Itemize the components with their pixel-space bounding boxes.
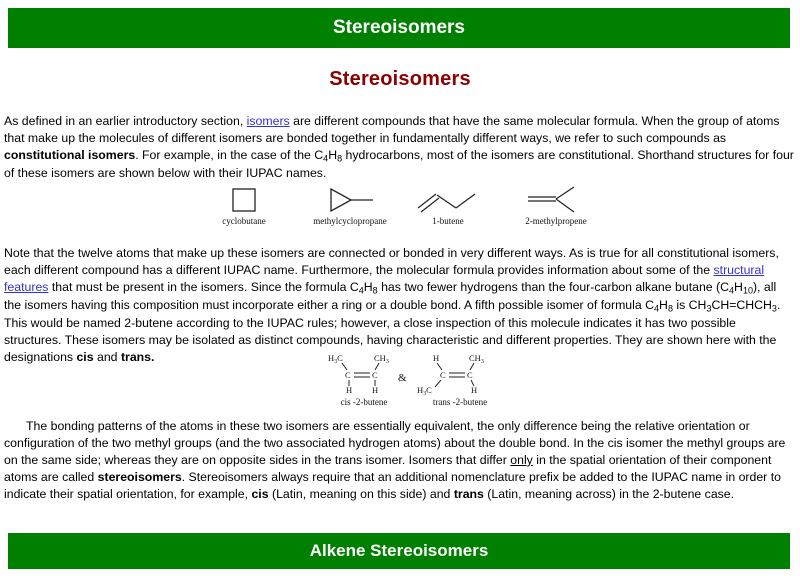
structural-features-link[interactable]: structural features <box>4 262 765 294</box>
p3-text-4: (Latin, meaning on this side) and <box>268 486 454 501</box>
bottom-banner <box>8 533 790 569</box>
p2-text-1: Note that the twelve atoms that make up these isomers are connected or bonded in very different ways. As is true for all constitutional isomers, each different compound has a different IUPAC name. Furthermore, the molecular formula provides information about some of the <box>4 246 779 277</box>
p2-sub-4: 10 <box>742 285 753 296</box>
2-methylpropene-label: 2-methylpropene <box>525 216 587 226</box>
p2-text-7: H <box>659 297 668 312</box>
p1-text-1: As defined in an earlier introductory section, <box>4 114 247 128</box>
p1-sub-2: 8 <box>337 153 343 164</box>
structure-1-butene <box>408 186 488 226</box>
p3-bold-stereoisomers: stereoisomers <box>97 469 182 484</box>
2-methylpropene-drawing <box>504 186 608 216</box>
page-title-text: Stereoisomers <box>329 68 471 90</box>
structure-cis-2-butene <box>322 350 406 407</box>
cis-top-right-group: $CH_3$ <box>374 353 389 365</box>
structure-methylcyclopropane <box>294 186 406 226</box>
p3-text-5: (Latin, meaning across) in the 2-butene case. <box>483 486 735 501</box>
page-title <box>0 68 800 91</box>
trans-bottom-left-group: $H_3C$ <box>417 385 432 396</box>
paragraph-stereoisomer-definition <box>4 418 796 503</box>
top-banner <box>8 8 790 48</box>
p2-sub-5: 4 <box>654 303 660 314</box>
methylcyclopropane-label: methylcyclopropane <box>313 216 387 226</box>
trans-top-left-hydrogen: H <box>433 353 440 363</box>
p2-sub-2: 8 <box>372 285 378 296</box>
p2-text-8: is CH <box>672 297 707 312</box>
cis-bottom-right-hydrogen: H <box>372 385 379 395</box>
p2-sub-3: 4 <box>729 285 735 296</box>
isomers-link[interactable]: isomers <box>246 114 290 128</box>
structure-2-methylpropene <box>504 186 608 226</box>
p2-sub-7: 3 <box>706 303 712 314</box>
1-butene-label: 1-butene <box>432 216 464 226</box>
p2-text-11: and <box>93 349 121 364</box>
trans-bottom-right-hydrogen: H <box>471 385 478 395</box>
p1-bold-constitutional-isomers: constitutional isomers <box>4 147 136 162</box>
ampersand-separator: & <box>398 372 407 384</box>
methylcyclopropane-drawing <box>294 186 406 216</box>
p3-underline-only: only <box>510 452 533 467</box>
cis-2-butene-label: cis -2-butene <box>340 397 388 407</box>
structure-trans-2-butene <box>415 350 505 407</box>
p1-text-4: H <box>328 147 338 162</box>
paragraph-formula-discussion <box>4 245 796 366</box>
p3-bold-trans: trans <box>453 486 484 501</box>
p3-text-2: in the spatial orientation of their component atoms are called <box>4 452 772 484</box>
p2-text-10: . This would be named 2-butene according to the IUPAC rules; however, a close inspection of this molecule indicates it has two possible structures. These isomers may be isolated as distinct compounds, having characteristic and different properties. They are shown here with the designations <box>4 297 781 364</box>
p3-text-3: . Stereoisomers always require that an additional nomenclature prefix be added to the IUPAC name in order to indicate their spatial orientation, for example, <box>4 469 781 501</box>
trans-right-carbon: C <box>467 370 473 380</box>
structure-row-cis-trans-butene <box>0 350 800 410</box>
p2-text-6: ), all the isomers having this composition must incorporate either a ring or a double bond. A fifth possible isomer of formula C <box>4 279 777 312</box>
p2-sub-1: 4 <box>358 285 364 296</box>
cis-left-carbon: C <box>345 370 351 380</box>
cis-right-carbon: C <box>372 370 378 380</box>
cis-bottom-left-hydrogen: H <box>346 385 353 395</box>
p2-text-5: H <box>734 279 743 294</box>
p2-sub-6: 8 <box>667 303 673 314</box>
p2-bold-trans: trans. <box>120 349 155 364</box>
p1-text-5: hydrocarbons, most of the isomers are constitutional. Shorthand structures for four of these isomers are shown below with their IUPAC names. <box>4 147 794 180</box>
p2-text-3: H <box>363 279 373 294</box>
top-banner-title: Stereoisomers <box>332 17 465 38</box>
p1-text-3: . For example, in the case of the C <box>135 147 324 162</box>
cis-top-left-group: $H_3C$ <box>328 353 343 365</box>
paragraph-intro <box>4 113 796 182</box>
cyclobutane-drawing <box>206 186 282 216</box>
structure-cyclobutane <box>206 186 282 226</box>
p2-text-9: CH=CHCH <box>711 297 772 312</box>
p2-text-2: that must be present in the isomers. Since the formula C <box>48 279 359 294</box>
p2-text-4: has two fewer hydrogens than the four-carbon alkane butane (C <box>377 279 730 294</box>
p2-bold-cis: cis <box>76 349 94 364</box>
trans-top-right-group: $CH_3$ <box>469 353 484 365</box>
p3-text-1: The bonding patterns of the atoms in these two isomers are essentially equivalent, the only difference being the relative orientation or configuration of the two methyl groups (and the two associated hydrogen atoms) about the double bond. In the cis isomer the methyl groups are on the same side; whereas they are on opposite sides in the trans isomer. Isomers that differ <box>4 419 786 467</box>
trans-2-butene-drawing <box>415 350 505 396</box>
structure-row-constitutional-isomers <box>0 186 800 236</box>
trans-left-carbon: C <box>440 370 446 380</box>
p1-text-2: are different compounds that have the same molecular formula. When the group of atoms that make up the molecules of different isomers are bonded together in fundamentally different ways, we refer to such compounds as <box>4 114 780 145</box>
cis-2-butene-drawing <box>322 350 406 396</box>
bottom-banner-title: Alkene Stereoisomers <box>309 541 489 560</box>
p3-bold-cis: cis <box>251 486 269 501</box>
p1-sub-1: 4 <box>323 153 329 164</box>
cyclobutane-label: cyclobutane <box>222 216 266 226</box>
p2-sub-8: 3 <box>771 303 777 314</box>
1-butene-drawing <box>408 186 488 216</box>
trans-2-butene-label: trans -2-butene <box>432 397 488 407</box>
